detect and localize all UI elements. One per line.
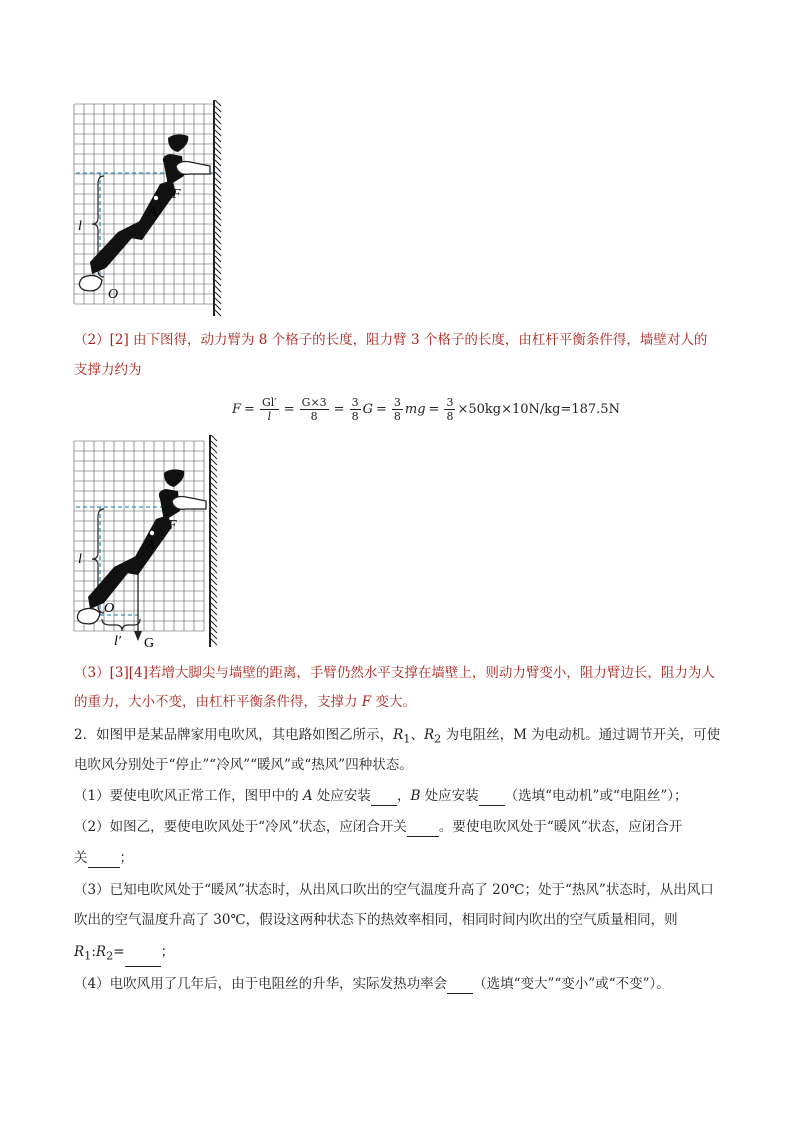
hatch-line xyxy=(215,214,221,220)
fraction xyxy=(444,396,455,423)
hatch-line xyxy=(211,501,217,507)
hatch-line xyxy=(211,555,217,561)
hatch-line xyxy=(215,160,221,166)
hatch-line xyxy=(215,250,221,256)
hatch-line xyxy=(215,304,221,310)
text: （2）如图乙，要使电吹风处于“冷风”状态，应闭合开关 xyxy=(74,819,407,835)
hatch-line xyxy=(215,292,221,298)
subquestion-2-line2 xyxy=(74,848,734,868)
label-l: l xyxy=(78,552,82,567)
fraction xyxy=(350,396,361,423)
lever-figure-top xyxy=(72,100,232,320)
hatch-line xyxy=(211,495,217,501)
hatch-line xyxy=(211,567,217,573)
text: : xyxy=(91,944,96,960)
label-A: A xyxy=(302,788,313,804)
hatch-line xyxy=(211,531,217,537)
label-F: F xyxy=(168,518,177,533)
hatch-line xyxy=(211,603,217,609)
hatch-line xyxy=(215,136,221,142)
formula-eq: = xyxy=(244,401,255,417)
hatch-line xyxy=(211,447,217,453)
hatch-line xyxy=(215,220,221,226)
wall xyxy=(210,435,217,647)
hatch-line xyxy=(215,190,221,196)
fraction xyxy=(300,396,329,423)
subquestion-3-line3 xyxy=(74,942,734,967)
subquestion-4 xyxy=(74,974,734,994)
label-A: A xyxy=(146,538,155,553)
hatch-line xyxy=(215,286,221,292)
hatch-line xyxy=(215,112,221,118)
hatch-line xyxy=(215,244,221,250)
text: ； xyxy=(119,850,133,866)
label-B: B xyxy=(410,788,421,804)
hatch-line xyxy=(211,621,217,627)
fraction-num: G×3 xyxy=(301,395,327,409)
r2-sub: 2 xyxy=(106,949,114,963)
formula-tail: ×50kg×10N/kg=187.5N xyxy=(457,401,620,417)
text: （1）要使电吹风正常工作，图甲中的 xyxy=(74,788,303,804)
text: 为电阻丝，M 为电动机。通过调节开关，可使 xyxy=(441,727,721,743)
hatch-line xyxy=(211,537,217,543)
hatch-line xyxy=(211,453,217,459)
formula-G: G xyxy=(362,401,373,417)
r2: R xyxy=(423,727,435,743)
paragraph-3-line1: （3）[3][4]若增大脚尖与墙壁的距离，手臂仍然水平支撑在墙壁上，则动力臂变小，阻力臂边长，阻力为人 xyxy=(74,665,715,681)
hatch-line xyxy=(211,573,217,579)
label-O: O xyxy=(104,601,115,616)
label-lprime: l′ xyxy=(114,634,121,649)
text: 。要使电吹风处于“暖风”状态，应闭合开 xyxy=(438,819,683,835)
fraction-num: 3 xyxy=(446,395,454,409)
text: 的重力，大小不变，由杠杆平衡条件得，支撑力 xyxy=(74,694,362,710)
hatch-line xyxy=(215,100,221,106)
hatch-line xyxy=(215,130,221,136)
hatch-line xyxy=(215,148,221,154)
text: （选填“电动机”或“电阻丝”）； xyxy=(504,788,688,804)
hatch-line xyxy=(215,202,221,208)
text: （4）电吹风用了几年后，由于电阻丝的升华，实际发热功率会 xyxy=(74,976,448,992)
person-figure xyxy=(79,134,210,290)
label-G: G xyxy=(144,636,155,651)
answer-blank[interactable] xyxy=(447,979,473,994)
text: 关 xyxy=(74,850,88,866)
hatch-line xyxy=(215,208,221,214)
label-O: O xyxy=(108,287,119,302)
paragraph-3-line2 xyxy=(74,692,734,712)
answer-blank[interactable] xyxy=(479,791,505,806)
hatch-line xyxy=(211,585,217,591)
paragraph-2-line1: （2）[2] 由下图得，动力臂为 8 个格子的长度，阻力臂 3 个格子的长度，由杠杆平衡条件得，墙壁对人的 xyxy=(74,332,708,348)
hatch-line xyxy=(215,142,221,148)
answer-blank[interactable] xyxy=(125,952,161,967)
hatch-line xyxy=(215,256,221,262)
question-2-line1 xyxy=(74,725,734,750)
hatch-line xyxy=(211,597,217,603)
answer-blank[interactable] xyxy=(88,853,120,868)
hatch-line xyxy=(215,106,221,112)
answer-blank[interactable] xyxy=(407,822,439,837)
formula-eq: = xyxy=(375,401,387,417)
r1-sub: 1 xyxy=(403,732,411,746)
hatch-line xyxy=(211,561,217,567)
hatch-line xyxy=(211,543,217,549)
wall xyxy=(214,100,221,316)
text: ， xyxy=(396,788,411,804)
hatch-line xyxy=(215,310,221,316)
fraction-den: 8 xyxy=(310,409,318,423)
r1: R xyxy=(74,944,85,960)
hatch-line xyxy=(211,435,217,441)
text: 变大。 xyxy=(371,694,416,710)
hatch-line xyxy=(211,483,217,489)
fraction-num: 3 xyxy=(351,395,359,409)
hatch-line xyxy=(215,232,221,238)
hatch-line xyxy=(211,525,217,531)
hatch-line xyxy=(211,507,217,513)
text: 处应安装 xyxy=(420,788,479,804)
hatch-line xyxy=(215,298,221,304)
subquestion-1 xyxy=(74,786,734,806)
hatch-line xyxy=(211,477,217,483)
fraction-num: 3 xyxy=(393,395,401,409)
fraction xyxy=(392,396,403,423)
hatch-line xyxy=(211,633,217,639)
hatch-line xyxy=(215,226,221,232)
formula-eq: = xyxy=(283,401,295,417)
hatch-line xyxy=(211,489,217,495)
hatch-line xyxy=(215,154,221,160)
answer-blank[interactable] xyxy=(371,791,397,806)
label-l: l xyxy=(78,219,82,234)
hatch-line xyxy=(215,280,221,286)
r1-sub: 1 xyxy=(84,949,92,963)
hatch-line xyxy=(211,609,217,615)
hatch-line xyxy=(215,124,221,130)
hatch-line xyxy=(211,639,217,645)
text: 2．如图甲是某品牌家用电吹风，其电路如图乙所示， xyxy=(74,727,394,743)
hatch-line xyxy=(211,591,217,597)
fraction xyxy=(260,396,279,423)
hatch-line xyxy=(215,172,221,178)
lever-figure-bottom xyxy=(72,435,232,655)
fraction-den: 8 xyxy=(446,409,454,423)
question-2-line2: 电吹风分别处于“停止”“冷风”“暖风”或“热风”四种状态。 xyxy=(74,757,413,773)
grid xyxy=(74,104,214,304)
hatch-line xyxy=(215,238,221,244)
text: = xyxy=(113,944,125,960)
hatch-line xyxy=(215,184,221,190)
label-F: F xyxy=(172,187,181,202)
hatch-line xyxy=(215,268,221,274)
hatch-line xyxy=(215,274,221,280)
formula-F: F xyxy=(232,401,242,417)
force-F: F xyxy=(361,694,372,710)
fraction-den: l xyxy=(267,409,272,423)
formula-mg: mg xyxy=(404,401,426,417)
hatch-line xyxy=(211,549,217,555)
hatch-line xyxy=(211,465,217,471)
text: 、 xyxy=(410,727,424,743)
hatch-line xyxy=(211,441,217,447)
hatch-line xyxy=(215,196,221,202)
label-A: A xyxy=(148,205,157,220)
formula-eq: = xyxy=(333,401,345,417)
r2: R xyxy=(95,944,107,960)
paragraph-2-line2: 支撑力约为 xyxy=(74,362,142,378)
fraction-den: 8 xyxy=(393,409,401,423)
subquestion-2-line1 xyxy=(74,817,734,837)
formula xyxy=(232,392,620,426)
hatch-line xyxy=(211,519,217,525)
r1: R xyxy=(393,727,404,743)
hatch-line xyxy=(211,579,217,585)
r2-sub: 2 xyxy=(434,732,442,746)
hatch-line xyxy=(215,118,221,124)
text: （选填“变大”“变小”或“不变”）。 xyxy=(473,976,670,992)
hatch-line xyxy=(215,262,221,268)
hatch-line xyxy=(211,471,217,477)
hatch-line xyxy=(211,513,217,519)
hatch-line xyxy=(211,627,217,633)
hatch-line xyxy=(211,615,217,621)
subquestion-3-line1: （3）已知电吹风处于“暖风”状态时，从出风口吹出的空气温度升高了 20℃；处于“热风”状态时，从出风口 xyxy=(74,882,714,898)
subquestion-3-line2: 吹出的空气温度升高了 30℃，假设这两种状态下的热效率相同，相同时间内吹出的空气质量相同，则 xyxy=(74,912,678,928)
text: ； xyxy=(160,944,175,960)
formula-eq: = xyxy=(428,401,440,417)
hatch-line xyxy=(211,459,217,465)
hatch-line xyxy=(215,166,221,172)
hatch-line xyxy=(215,178,221,184)
text: 处应安装 xyxy=(312,788,371,804)
fraction-num: Gl′ xyxy=(261,395,277,409)
fraction-den: 8 xyxy=(351,409,359,423)
